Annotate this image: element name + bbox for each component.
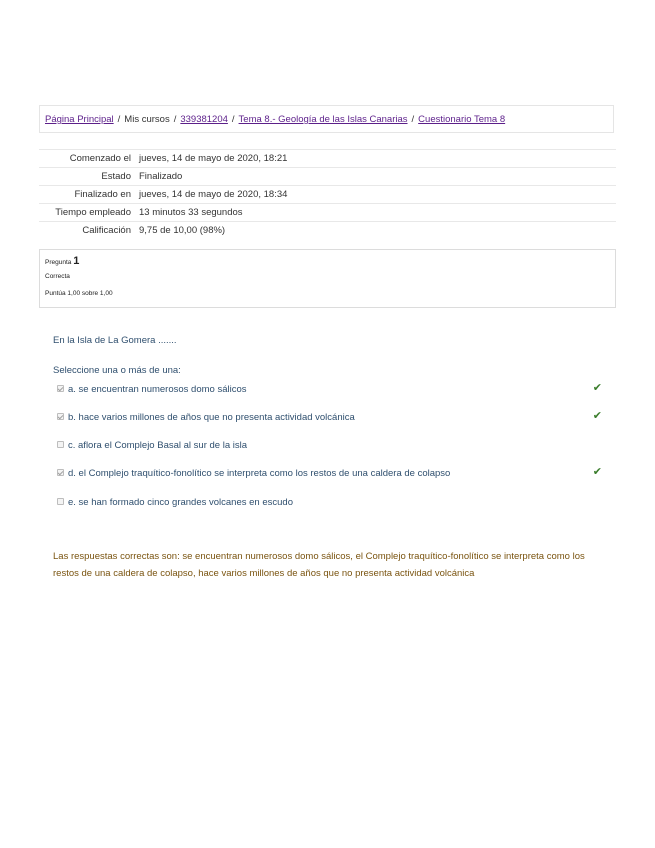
summary-value: jueves, 14 de mayo de 2020, 18:34: [139, 186, 616, 204]
summary-row-time-taken: [39, 204, 616, 222]
question-mark: Puntúa 1,00 sobre 1,00: [45, 290, 113, 297]
answer-checkbox[interactable]: [57, 385, 64, 392]
summary-label: Tiempo empleado: [39, 204, 139, 222]
question-number: 1: [73, 255, 80, 267]
breadcrumb: [39, 105, 614, 133]
answer-checkbox[interactable]: [57, 469, 64, 476]
summary-value: jueves, 14 de mayo de 2020, 18:21: [139, 150, 616, 168]
breadcrumb-separator: /: [411, 114, 415, 125]
answer-option-b: [57, 412, 602, 426]
breadcrumb-separator: /: [173, 114, 177, 125]
breadcrumb-my-courses: Mis cursos: [124, 114, 170, 125]
summary-label: Estado: [39, 168, 139, 186]
answer-prompt: Seleccione una o más de una:: [53, 365, 181, 376]
answer-text: c. aflora el Complejo Basal al sur de la isla: [68, 440, 248, 451]
summary-row-state: [39, 168, 616, 186]
question-number-line: [45, 255, 615, 267]
summary-value: Finalizado: [139, 168, 616, 186]
answer-option-e: [57, 497, 602, 511]
answer-option-c: [57, 440, 602, 454]
correct-answers-feedback: Las respuestas correctas son: se encuentran numerosos domo sálicos, el Complejo traquítico-fonolítico se interpreta como los restos de una caldera de colapso, hace varios millones de años que no presenta actividad volcánica: [53, 551, 585, 579]
question-text: En la Isla de La Gomera .......: [53, 335, 177, 346]
answer-text: a. se encuentran numerosos domo sálicos: [68, 384, 247, 395]
summary-row-started: [39, 150, 616, 168]
breadcrumb-course-link[interactable]: 339381204: [180, 114, 228, 125]
correct-check-icon: ✔: [592, 410, 602, 422]
summary-row-grade: [39, 222, 616, 240]
attempt-summary-table: [39, 149, 616, 240]
breadcrumb-separator: /: [231, 114, 235, 125]
summary-label: Calificación: [39, 222, 139, 240]
answer-text: d. el Complejo traquítico-fonolítico se interpreta como los restos de una caldera de colapso: [68, 468, 451, 479]
answer-checkbox[interactable]: [57, 441, 64, 448]
answer-text: e. se han formado cinco grandes volcanes en escudo: [68, 497, 293, 508]
correct-check-icon: ✔: [592, 382, 602, 394]
summary-value: 9,75 de 10,00 (98%): [139, 222, 616, 240]
question-info-box: [39, 249, 616, 308]
correct-check-icon: ✔: [592, 466, 602, 478]
summary-value: 13 minutos 33 segundos: [139, 204, 616, 222]
question-state: Correcta: [45, 273, 70, 280]
question-label: Pregunta: [45, 259, 72, 266]
answer-checkbox[interactable]: [57, 413, 64, 420]
summary-row-finished: [39, 186, 616, 204]
breadcrumb-home-link[interactable]: Página Principal: [45, 114, 114, 125]
answer-option-d: [57, 468, 602, 482]
summary-label: Comenzado el: [39, 150, 139, 168]
answer-option-a: [57, 384, 602, 398]
summary-label: Finalizado en: [39, 186, 139, 204]
answer-text: b. hace varios millones de años que no presenta actividad volcánica: [68, 412, 355, 423]
breadcrumb-quiz-link[interactable]: Cuestionario Tema 8: [418, 114, 506, 125]
answer-checkbox[interactable]: [57, 498, 64, 505]
breadcrumb-topic-link[interactable]: Tema 8.- Geología de las Islas Canarias: [238, 114, 408, 125]
breadcrumb-separator: /: [117, 114, 121, 125]
